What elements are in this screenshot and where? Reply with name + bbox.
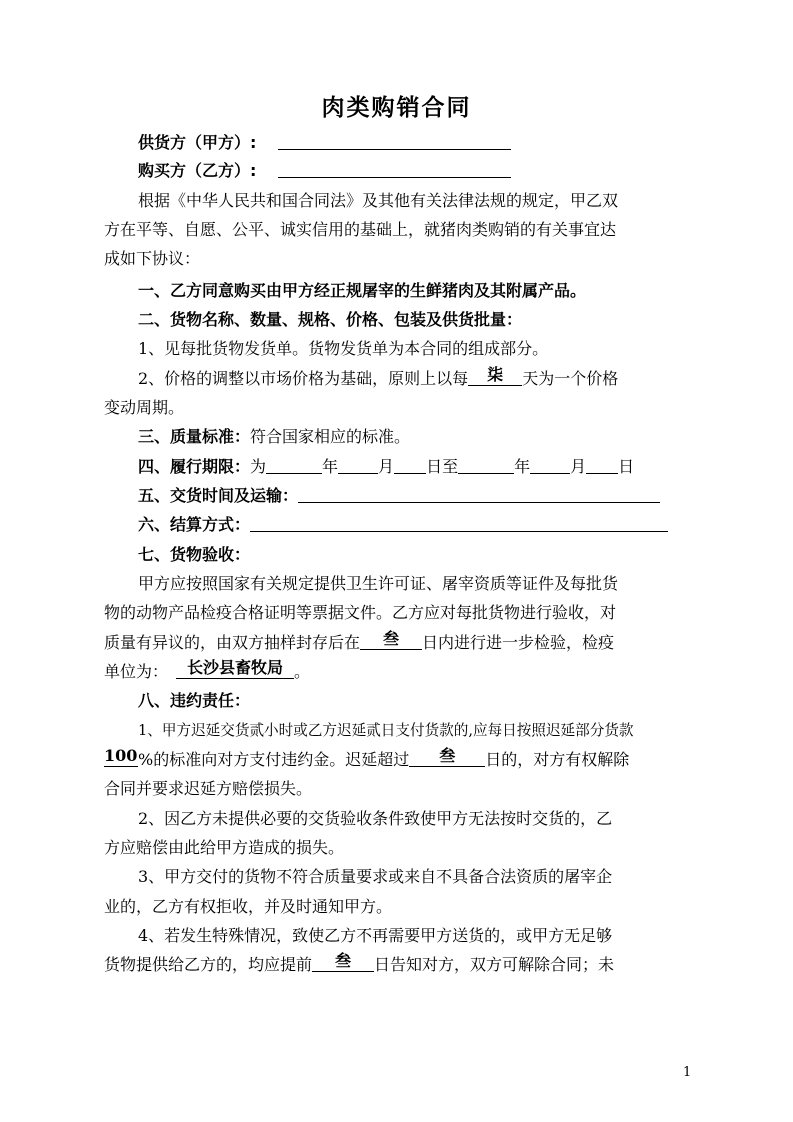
intro-line: 根据《中华人民共和国合同法》及其他有关法律法规的规定，甲乙双 (138, 191, 619, 210)
clause-6 (104, 510, 692, 539)
notice-days[interactable]: 叁 (312, 950, 374, 972)
clause-2-item-1: 1、见每批货物发货单。货物发货单为本合同的组成部分。 (138, 339, 549, 358)
clause-3 (104, 422, 692, 451)
clause-8-heading: 八、违约责任： (138, 691, 251, 710)
start-day-blank[interactable] (394, 452, 426, 474)
intro-line: 成如下协议： (104, 249, 201, 268)
clause-8-p1: 合同并要求迟延方赔偿损失。 (104, 779, 313, 798)
term-month: 月 (570, 457, 587, 476)
term-year: 年 (322, 457, 339, 476)
term-wei: 为 (250, 457, 267, 476)
quarantine-unit[interactable]: 长沙县畜牧局 (176, 657, 294, 679)
clause-8-text: 货物提供给乙方的，均应提前 (104, 955, 313, 974)
clause-2-item-2 (104, 364, 692, 393)
document-title: 肉类购销合同 (321, 95, 472, 121)
supplier-label: 供货方（甲方）: (138, 133, 257, 152)
clause-7-text: 。 (294, 662, 311, 681)
clause-5 (104, 481, 692, 510)
buyer-label: 购买方（乙方）: (138, 161, 257, 180)
clause-4-heading: 四、履行期限： (138, 457, 251, 476)
clause-8-p2: 2、因乙方未提供必要的交货验收条件致使甲方无法按时交货的，乙 (138, 809, 613, 828)
clause-3-text: 符合国家相应的标准。 (250, 427, 411, 446)
clause-8-text: 日告知对方，双方可解除合同；未 (374, 955, 615, 974)
overdue-days[interactable]: 叁 (409, 745, 485, 767)
clause-8-p3: 业的，乙方有权拒收，并及时通知甲方。 (104, 897, 393, 916)
clause-8-text: %的标准向对方支付违约金。迟延超过 (138, 750, 410, 769)
buyer-blank[interactable] (278, 156, 511, 178)
end-month-blank[interactable] (530, 452, 570, 474)
end-day-blank[interactable] (586, 452, 618, 474)
end-year-blank[interactable] (458, 452, 514, 474)
penalty-rate[interactable]: 100 (104, 746, 138, 765)
clause-8-p1: 1、甲方迟延交货贰小时或乙方迟延贰日支付货款的,应每日按照迟延部分货款 (138, 722, 634, 739)
clause-4 (104, 452, 692, 481)
clause-8-p2: 方应赔偿由此给甲方造成的损失。 (104, 838, 345, 857)
inspection-days[interactable]: 叁 (360, 628, 422, 650)
clause-6-heading: 六、结算方式： (138, 515, 251, 534)
clause-8-p3: 3、甲方交付的货物不符合质量要求或来自不具备合法资质的屠宰企 (138, 867, 613, 886)
clause-7-heading: 七、货物验收： (138, 545, 251, 564)
clause-7-line (104, 628, 692, 657)
item-2-text: 天为一个价格 (522, 369, 619, 388)
supplier-blank[interactable] (278, 128, 511, 150)
clause-2-item-2-cont: 变动周期。 (104, 398, 185, 417)
supplier-line (104, 128, 692, 157)
clause-7-text: 日内进行进一步检验，检疫 (422, 633, 615, 652)
clause-8-p4 (104, 950, 692, 979)
clause-8-text: 日的，对方有权解除 (485, 750, 630, 769)
delivery-blank[interactable] (298, 481, 660, 503)
page-number: 1 (683, 1065, 692, 1080)
term-year: 年 (514, 457, 531, 476)
clause-1: 一、乙方同意购买由甲方经正规屠宰的生鲜猪肉及其附属产品。 (138, 281, 587, 300)
intro-line: 方在平等、自愿、公平、诚实信用的基础上，就猪肉类购销的有关事宜达 (104, 220, 617, 239)
start-month-blank[interactable] (338, 452, 378, 474)
clause-8-p1 (104, 745, 692, 774)
settlement-blank[interactable] (250, 510, 668, 532)
item-2-text: 2、价格的调整以市场价格为基础，原则上以每 (138, 369, 469, 388)
clause-8-p4: 4、若发生特殊情况，致使乙方不再需要甲方送货的，或甲方无足够 (138, 926, 613, 945)
clause-2-heading: 二、货物名称、数量、规格、价格、包装及供货批量： (138, 310, 523, 329)
term-day: 日 (618, 457, 635, 476)
clause-7-line: 物的动物产品检疫合格证明等票据文件。乙方应对每批货物进行验收，对 (104, 603, 617, 622)
start-year-blank[interactable] (266, 452, 322, 474)
buyer-line (104, 156, 692, 185)
term-month: 月 (378, 457, 395, 476)
clause-5-heading: 五、交货时间及运输： (138, 486, 299, 505)
clause-7-text: 单位为： (104, 662, 169, 681)
clause-3-heading: 三、质量标准： (138, 427, 251, 446)
clause-7-line (104, 657, 692, 686)
term-day-to: 日至 (426, 457, 459, 476)
clause-7-text: 质量有异议的，由双方抽样封存后在 (104, 633, 361, 652)
clause-7-line: 甲方应按照国家有关规定提供卫生许可证、屠宰资质等证件及每批货 (138, 574, 619, 593)
price-period-days[interactable]: 柒 (468, 364, 522, 386)
